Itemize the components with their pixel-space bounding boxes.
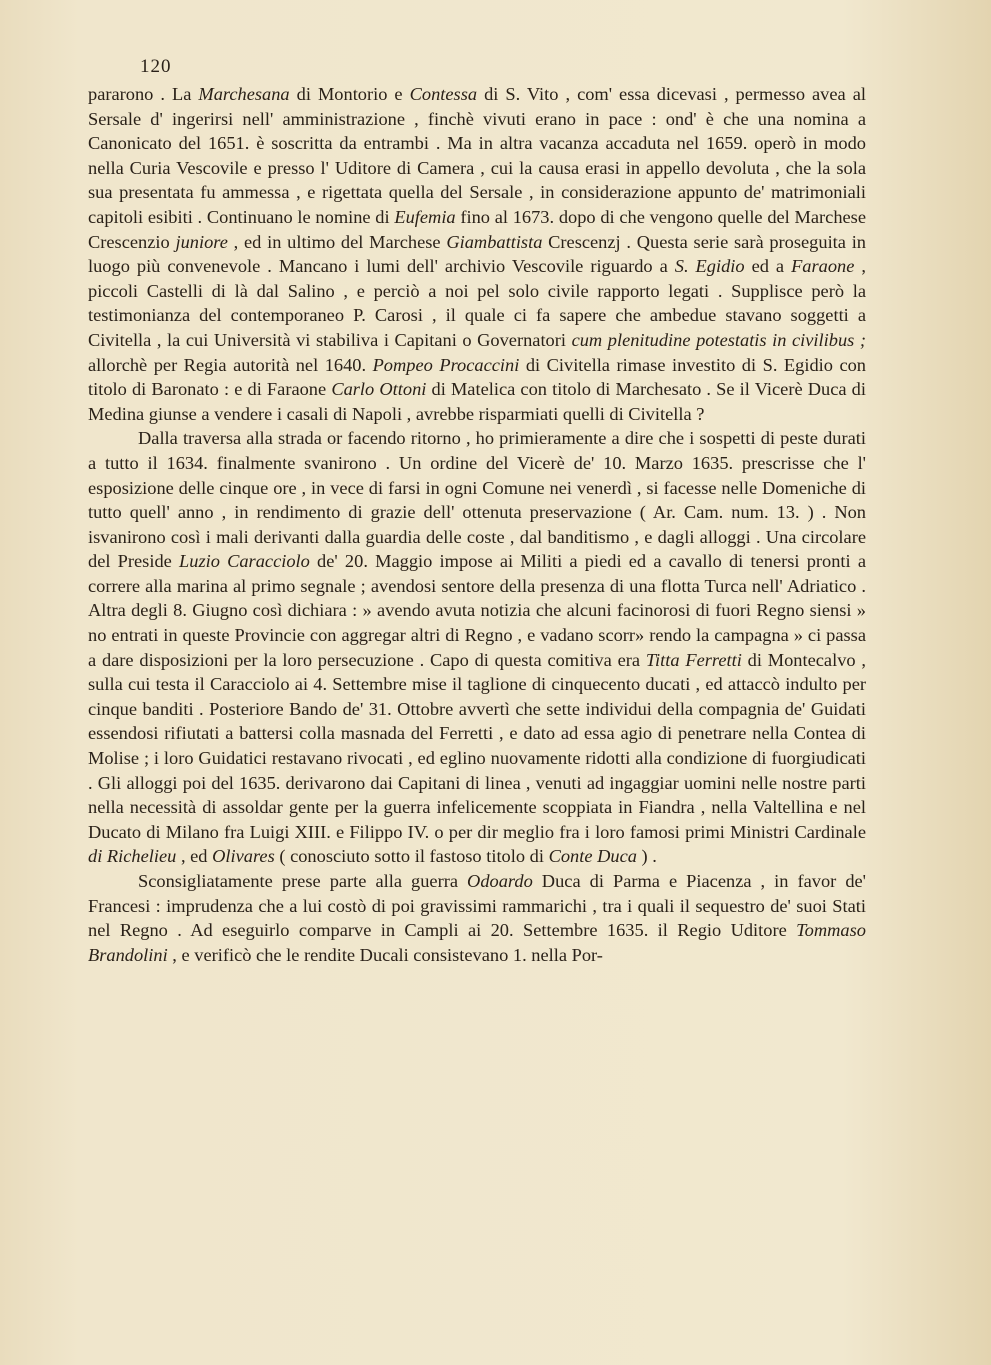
text-run: ( conosciuto sotto il fastoso titolo di — [274, 846, 549, 867]
italic-text-run: Olivares — [212, 846, 275, 867]
italic-text-run: Giambattista — [446, 231, 543, 252]
italic-text-run: Eufemia — [394, 206, 456, 227]
italic-text-run: Contessa — [409, 84, 478, 104]
italic-text-run: Luzio Caracciolo — [179, 551, 310, 572]
text-run: ) . — [636, 846, 657, 867]
italic-text-run: di Richelieu — [88, 846, 177, 867]
text-run: pararono . La — [88, 84, 199, 104]
text-run: di Montecalvo , sulla cui testa il Caracciolo ai 4. Settembre mise il taglione di cinquecento ducati , ed attaccò indulto per cinque banditi . Posteriore Bando de' 31. Ottobre avvertì che sette individui della compagnia de' Guidati essendosi rifiutati a battersi colla masnada del Ferretti , e dato ad essa agio di penetrare nella Contea di Molise ; i loro Guidatici restavano rivocati , ed eglino nuovamente ridotti alla condizione di fuorgiudicati . Gli alloggi poi del 1635. derivarono dai Capitani di linea , venuti ad ingaggiar uomini nelle nostre parti nella necessità di assoldar gente per la guerra infelicemente scoppiata in Fiandra , nella Valtellina e nel Ducato di Milano fra Luigi XIII. e Filippo IV. o per dir meglio fra i loro famosi primi Ministri Cardinale — [88, 649, 866, 842]
italic-text-run: S. Egidio — [674, 256, 745, 277]
text-run: , ed in ultimo del Marchese — [227, 231, 447, 252]
text-run: di S. Vito , com' essa dicevasi , permesso avea al Sersale d' ingerirsi nell' amministrazione , finchè vivuti erano in pace : ond' è che una nomina a Canonicato del 1651. è soscritta da entrambi . Ma in altra vacanza accaduta nel 1659. operò in modo nella Curia Vescovile e presso l' Uditore di Camera , cui la causa erasi in appello devoluta , che la sola sua presentata fu ammessa , e rigettata quella del Sersale , in considerazione appunto de' matrimoniali capitoli esibiti . Continuano le nomine di — [88, 84, 866, 227]
italic-text-run: Conte Duca — [548, 846, 637, 867]
italic-text-run: Marchesana — [198, 84, 290, 104]
text-run: , ed — [176, 846, 213, 867]
italic-text-run: Tommaso Brandolini — [88, 920, 866, 965]
text-run: di Montorio e — [289, 84, 410, 104]
body-text — [88, 82, 866, 967]
text-run: allorchè per Regia autorità nel 1640. — [88, 354, 373, 375]
text-run: Duca di Parma e Piacenza , in favor de' Francesi : imprudenza che a lui costò di poi gravissimi rammarichi , tra i quali il sequestro de' suoi Stati nel Regno . Ad eseguirlo comparve in Campli ai 20. Settembre 1635. il Regio Uditore — [88, 871, 867, 941]
italic-text-run: juniore — [175, 231, 228, 252]
italic-text-run: Faraone — [791, 256, 855, 277]
text-run: de' 20. Maggio impose ai Militi a piedi ed a cavallo di tenersi pronti a correre alla marina al primo segnale ; avendosi sentore della presenza di una flotta Turca nell' Adriatico . Altra degli 8. Giugno così dichiara : » avendo avuta notizia che alcuni facinorosi di fuori Regno siensi » no entrati in queste Provincie con aggregar altri di Regno , e vadano scorr» rendo la campagna » ci passa a dare disposizioni per la loro persecuzione . Capo di questa comitiva era — [88, 551, 866, 670]
italic-text-run: Odoardo — [467, 871, 533, 891]
text-run: , e verificò che le rendite Ducali consistevano 1. nella Por- — [167, 944, 603, 965]
page-number: 120 — [140, 56, 172, 77]
italic-text-run: Carlo Ottoni — [331, 379, 427, 400]
text-run: Dalla traversa alla strada or facendo ritorno , ho primieramente a dire che i sospetti di peste durati a tutto il 1634. finalmente svanirono . Un ordine del Vicerè de' 10. Marzo 1635. prescrisse che l' esposizione delle cinque ore , in vece di farsi in ogni Comune nei venerdì , si facesse nelle Domeniche di tutto quell' anno , in rendimento di grazie dell' ottenuta preservazione ( Ar. Cam. num. 13. ) . Non isvanirono così i mali derivanti dalla guardia delle coste , dal banditismo , e dagli alloggi . Una circolare del Preside — [88, 428, 866, 572]
italic-text-run: Titta Ferretti — [645, 649, 742, 670]
paragraph — [88, 869, 866, 967]
paragraph — [88, 426, 866, 869]
text-run: Crescenzj . Questa serie sarà proseguita in luogo più convenevole . Mancano i lumi dell' archivio Vescovile riguardo a — [88, 231, 867, 277]
text-run: di Matelica con titolo di Marchesato . Se il Vicerè Duca di Medina giunse a vendere i casali di Napoli , avrebbe risparmiati quelli di Civitella ? — [88, 379, 866, 424]
text-run: Sconsigliatamente prese parte alla guerra — [138, 871, 468, 891]
paragraph — [88, 82, 866, 426]
text-run: fino al 1673. dopo di che vengono quelle del Marchese Crescenzio — [88, 206, 866, 252]
text-run: , piccoli Castelli di là dal Salino , e perciò a noi pel solo civile rapporto legati . Supplisce però la testimonianza del contemporaneo P. Carosi , il quale ci fa sapere che ambedue stavano soggetti a Civitella , la cui Università vi stabiliva i Capitani o Governatori — [88, 256, 867, 350]
italic-text-run: Pompeo Procaccini — [372, 354, 520, 375]
text-run: ed a — [744, 256, 792, 277]
italic-text-run: cum plenitudine potestatis in civilibus ; — [571, 329, 866, 350]
text-run: di Civitella rimase investito di S. Egidio con titolo di Baronato : e di Faraone — [88, 354, 867, 400]
